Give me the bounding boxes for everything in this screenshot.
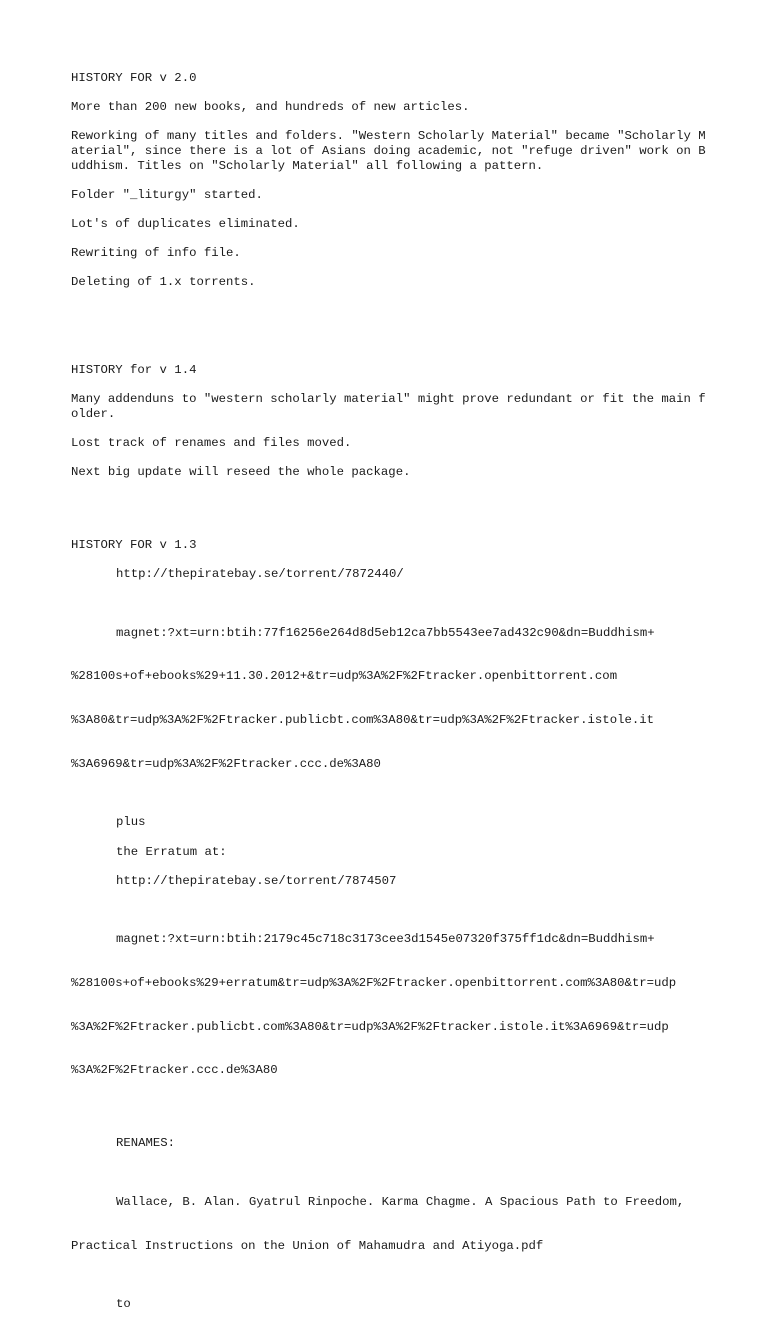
magnet-line: %3A%2F%2Ftracker.publicbt.com%3A80&tr=udp%3A%2F%2Ftracker.istole.it%3A6969&tr=udp [71,1019,669,1034]
magnet-line: %3A%2F%2Ftracker.ccc.de%3A80 [71,1063,278,1078]
paragraph: Deleting of 1.x torrents. [71,275,256,290]
magnet-line: %28100s+of+ebooks%29+11.30.2012+&tr=udp%3A%2F%2Ftracker.openbittorrent.com [71,669,618,684]
magnet-line: %28100s+of+ebooks%29+erratum&tr=udp%3A%2F%2Ftracker.openbittorrent.com%3A80&tr=udp [71,975,677,990]
magnet-line: magnet:?xt=urn:btih:77f16256e264d8d5eb12ca7bb5543ee7ad432c90&dn=Buddhism+ [116,625,655,640]
torrent-url-1: http://thepiratebay.se/torrent/7872440/ [116,567,404,582]
magnet-link-1 [71,596,711,800]
paragraph: Rewriting of info file. [71,246,241,261]
paragraph: More than 200 new books, and hundreds of new articles. [71,100,470,115]
spacer [71,494,711,538]
plus-text: plus [116,815,146,830]
magnet-line: %3A6969&tr=udp%3A%2F%2Ftracker.ccc.de%3A80 [71,756,381,771]
paragraph: Many addenduns to "western scholarly material" might prove redundant or fit the main folder. [71,392,706,421]
renames-heading: RENAMES: [116,1136,176,1151]
document-body [71,71,711,1326]
magnet-link-2 [71,903,711,1107]
paragraph: Next big update will reseed the whole package. [71,465,411,480]
erratum-label: the Erratum at: [116,844,227,859]
torrent-url-2: http://thepiratebay.se/torrent/7874507 [116,873,397,888]
rename-to: to [116,1296,131,1311]
rename-from [71,1166,711,1283]
paragraph: Reworking of many titles and folders. "Western Scholarly Material" became "Scholarly Material", since there is a lot of Asians doing academic, not "refuge driven" work on Buddhism. Titles on "Scholarly Material" all following a pattern. [71,129,706,173]
section-heading-v14: HISTORY for v 1.4 [71,362,197,377]
rename-line: Wallace, B. Alan. Gyatrul Rinpoche. Karma Chagme. A Spacious Path to Freedom, [116,1194,685,1209]
section-heading-v20: HISTORY FOR v 2.0 [71,71,197,85]
spacer [71,1122,711,1137]
magnet-line: magnet:?xt=urn:btih:2179c45c718c3173cee3d1545e07320f375ff1dc&dn=Buddhism+ [116,932,655,947]
paragraph: Lot's of duplicates eliminated. [71,216,300,231]
section-heading-v13: HISTORY FOR v 1.3 [71,538,197,553]
spacer [71,305,711,363]
rename-line: Practical Instructions on the Union of Mahamudra and Atiyoga.pdf [71,1238,544,1253]
paragraph: Folder "_liturgy" started. [71,187,263,202]
magnet-line: %3A80&tr=udp%3A%2F%2Ftracker.publicbt.com%3A80&tr=udp%3A%2F%2Ftracker.istole.it [71,713,654,728]
paragraph: Lost track of renames and files moved. [71,435,352,450]
